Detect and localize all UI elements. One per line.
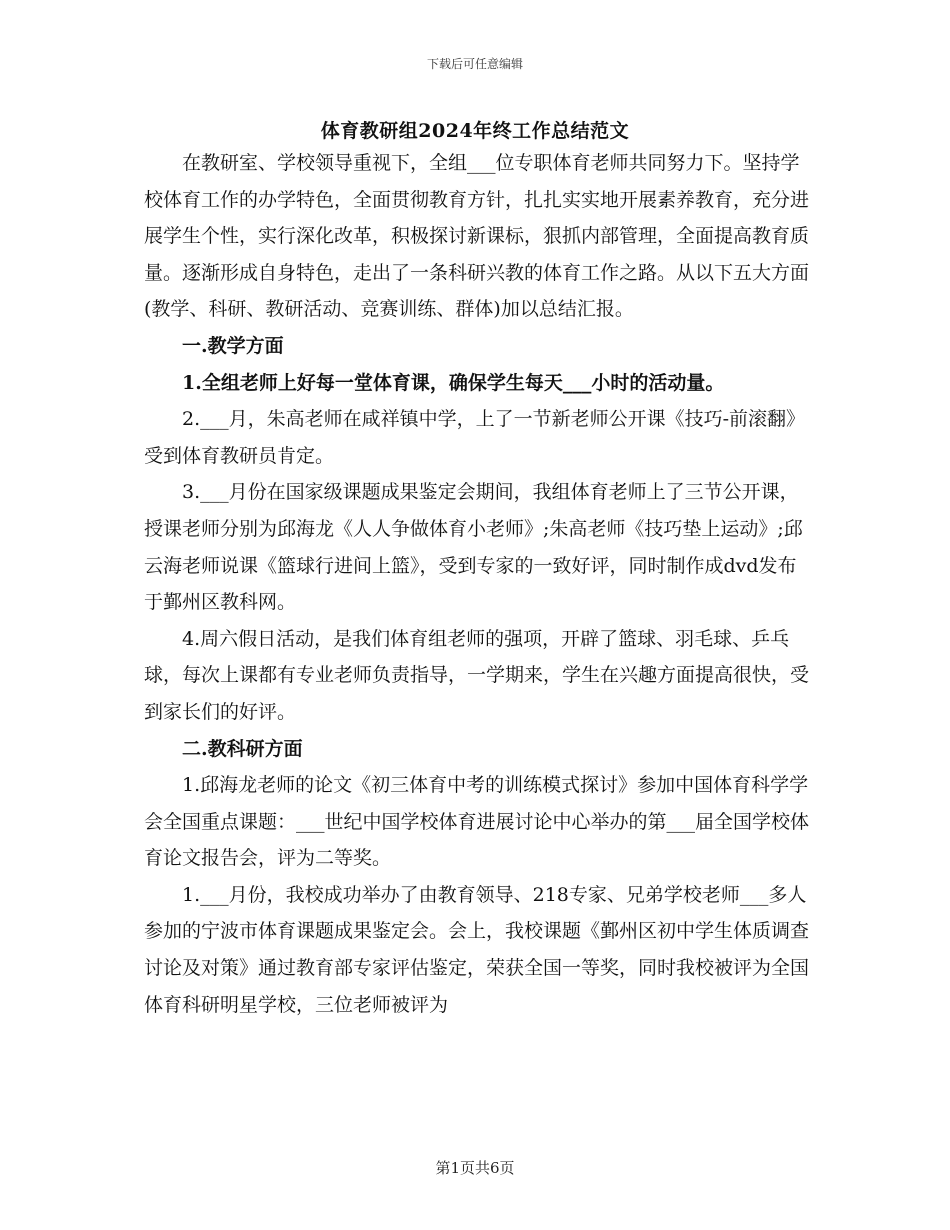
- paragraph-research-1: 1.邱海龙老师的论文《初三体育中考的训练模式探讨》参加中国体育科学学会全国重点课题：___世纪中国学校体育进展讨论中心举办的第___届全国学校体育论文报告会，评为二等奖。: [144, 774, 810, 870]
- section-heading-research: 二.教科研方面: [182, 737, 303, 760]
- paragraph-teaching-1: 1.全组老师上好每一堂体育课，确保学生每天___小时的活动量。: [182, 371, 725, 394]
- paragraph-teaching-2: 2.___月，朱高老师在咸祥镇中学，上了一节新老师公开课《技巧-前滚翻》受到体育教研员肯定。: [144, 408, 806, 467]
- document-body: [144, 145, 814, 1023]
- paragraph-teaching-4: 4.周六假日活动，是我们体育组老师的强项，开辟了篮球、羽毛球、乒乓球，每次上课都有专业老师负责指导，一学期来，学生在兴趣方面提高很快，受到家长们的好评。: [144, 627, 810, 723]
- paragraph-research-2: 1.___月份，我校成功举办了由教育领导、218专家、兄弟学校老师___多人参加的宁波市体育课题成果鉴定会。会上，我校课题《鄞州区初中学生体质调查讨论及对策》通过教育部专家评估鉴定，荣获全国一等奖，同时我校被评为全国体育科研明星学校，三位老师被评为: [144, 883, 810, 1016]
- paragraph-intro: 在教研室、学校领导重视下，全组___位专职体育老师共同努力下。坚持学校体育工作的办学特色，全面贯彻教育方针，扎扎实实地开展素养教育，充分进展学生个性，实行深化改革，积极探讨新课标，狠抓内部管理，全面提高教育质量。逐渐形成自身特色，走出了一条科研兴教的体育工作之路。从以下五大方面(教学、科研、教研活动、竞赛训练、群体)加以总结汇报。: [144, 152, 810, 321]
- section-heading-teaching: 一.教学方面: [182, 334, 284, 357]
- document-title: 体育教研组2024年终工作总结范文: [320, 120, 630, 142]
- header-note: 下载后可任意编辑: [426, 57, 523, 71]
- paragraph-teaching-3: 3.___月份在国家级课题成果鉴定会期间，我组体育老师上了三节公开课，授课老师分别为邱海龙《人人争做体育小老师》;朱高老师《技巧垫上运动》;邱云海老师说课《篮球行进间上篮》，受到专家的一致好评，同时制作成dvd发布于鄞州区教科网。: [144, 481, 803, 614]
- page-footer: 第1页共6页: [435, 1159, 515, 1177]
